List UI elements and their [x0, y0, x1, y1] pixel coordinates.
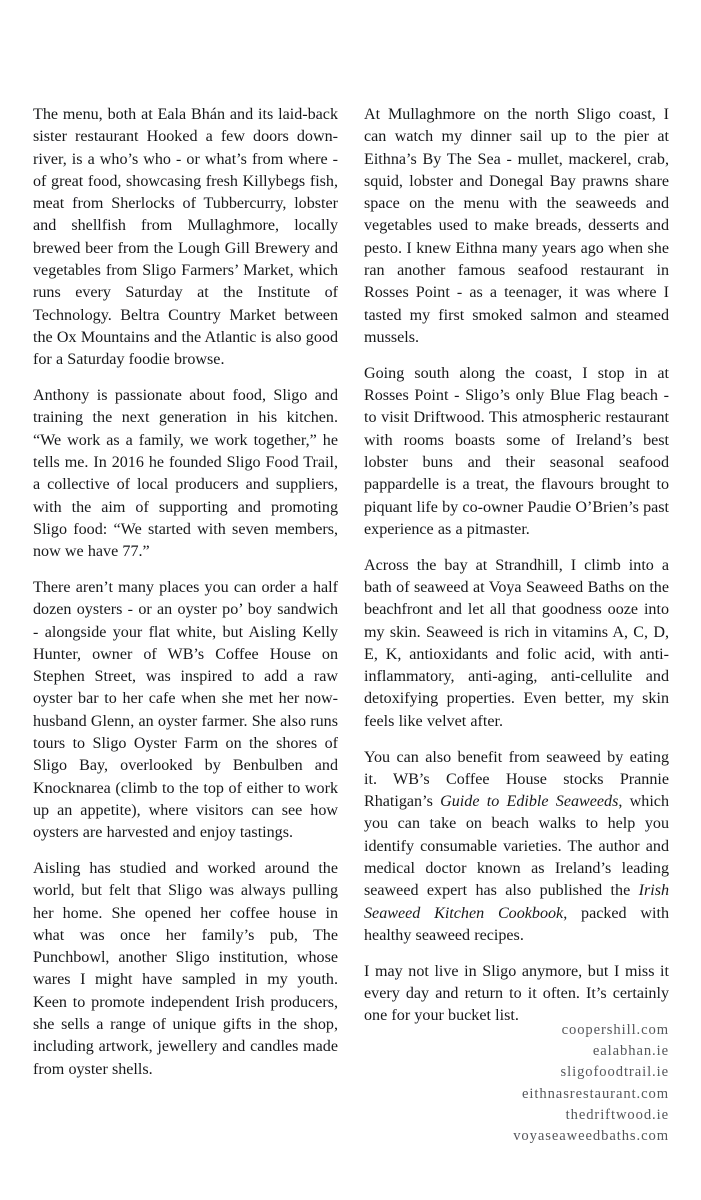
paragraph: You can also benefit from seaweed by eating it. WB’s Coffee House stocks Prannie Rhatigan’s Guide to Edible Seaweeds, which you can take on beach walks to help you identify consumable varieties. The author and medical doctor known as Ireland’s leading seaweed expert has also published the Irish Seaweed Kitchen Cookbook, packed with healthy seaweed recipes. [364, 748, 670, 944]
paragraph: I may not live in Sligo anymore, but I miss it every day and return to it often. It’s certainly one for your bucket list. [364, 962, 669, 1025]
right-text-column [364, 104, 669, 1028]
website-link[interactable]: coopershill.com [561, 1022, 669, 1038]
two-column-text-body [33, 104, 669, 1081]
italic-title: Guide to Edible Seaweeds [440, 793, 619, 811]
website-link[interactable]: thedriftwood.ie [565, 1106, 669, 1123]
website-link[interactable]: sligofoodtrail.ie [560, 1064, 669, 1081]
paragraph: At Mullaghmore on the north Sligo coast, I can watch my dinner sail up to the pier at Eithna’s By The Sea - mullet, mackerel, crab, squid, lobster and Donegal Bay prawns share space on the menu with the seaweeds and vegetables used to make breads, desserts and pesto. I knew Eithna many years ago when she ran another famous seafood restaurant in Rosses Point - as a teenager, it was where I tasted my first smoked salmon and steamed mussels. [364, 106, 669, 346]
left-text-column [33, 104, 338, 1081]
paragraph: The menu, both at Eala Bhán and its laid-back sister restaurant Hooked a few doors down-river, is a who’s who - or what’s from where - of great food, showcasing fresh Killybegs fish, meat from Sherlocks of Tubbercurry, lobster and shellfish from Mullaghmore, locally brewed beer from the Lough Gill Brewery and vegetables from Sligo Farmers’ Market, which runs every Saturday at the Institute of Technology. Beltra Country Market between the Ox Mountains and the Atlantic is also good for a Saturday foodie browse. [33, 106, 338, 369]
italic-title: Irish Seaweed Kitchen Cookbook [364, 882, 669, 922]
website-link[interactable]: ealabhan.ie [592, 1043, 669, 1060]
paragraph: Across the bay at Strandhill, I climb into a bath of seaweed at Voya Seaweed Baths on the beachfront and let all that goodness ooze into my skin. Seaweed is rich in vitamins A, C, D, E, K, antioxidants and folic acid, with anti-inflammatory, anti-aging, anti-cellulite and detoxifying properties. Even better, my skin feels like velvet after. [364, 556, 669, 730]
website-link[interactable]: eithnasrestaurant.com [522, 1085, 669, 1102]
paragraph: There aren’t many places you can order a half dozen oysters - or an oyster po’ boy sandwich - alongside your flat white, but Aisling Kelly Hunter, owner of WB’s Coffee House on Stephen Street, was inspired to add a raw oyster bar to her cafe when she met her now-husband Glenn, an oyster farmer. She also runs tours to Sligo Oyster Farm on the shores of Sligo Bay, overlooked by Benbulben and Knocknarea (climb to the top of either to work up an appetite), where visitors can see how oysters are harvested and enjoy tastings. [33, 578, 338, 842]
paragraph: Going south along the coast, I stop in at Rosses Point - Sligo’s only Blue Flag beach - to visit Driftwood. This atmospheric restaurant with rooms boasts some of Ireland’s best lobster buns and their seasonal seafood pappardelle is a treat, the flavours brought to piquant life by co-owner Paudie O’Brien’s past experience as a pitmaster. [364, 364, 669, 538]
paragraph: Aisling has studied and worked around the world, but felt that Sligo was always pulling her home. She opened her coffee house in what was once her family’s pub, The Punchbowl, another Sligo institution, whose wares I might have sampled in my youth. Keen to promote independent Irish producers, she sells a range of unique gifts in the shop, including artwork, jewellery and candles made from oyster shells. [33, 860, 338, 1078]
website-list [329, 1020, 669, 1147]
paragraph: Anthony is passionate about food, Sligo and training the next generation in his kitchen. “We work as a family, we work together,” he tells me. In 2016 he founded Sligo Food Trail, a collective of local producers and suppliers, with the aim of supporting and promoting Sligo food: “We started with seven members, now we have 77.” [33, 387, 338, 561]
website-link[interactable]: voyaseaweedbaths.com [513, 1128, 669, 1145]
